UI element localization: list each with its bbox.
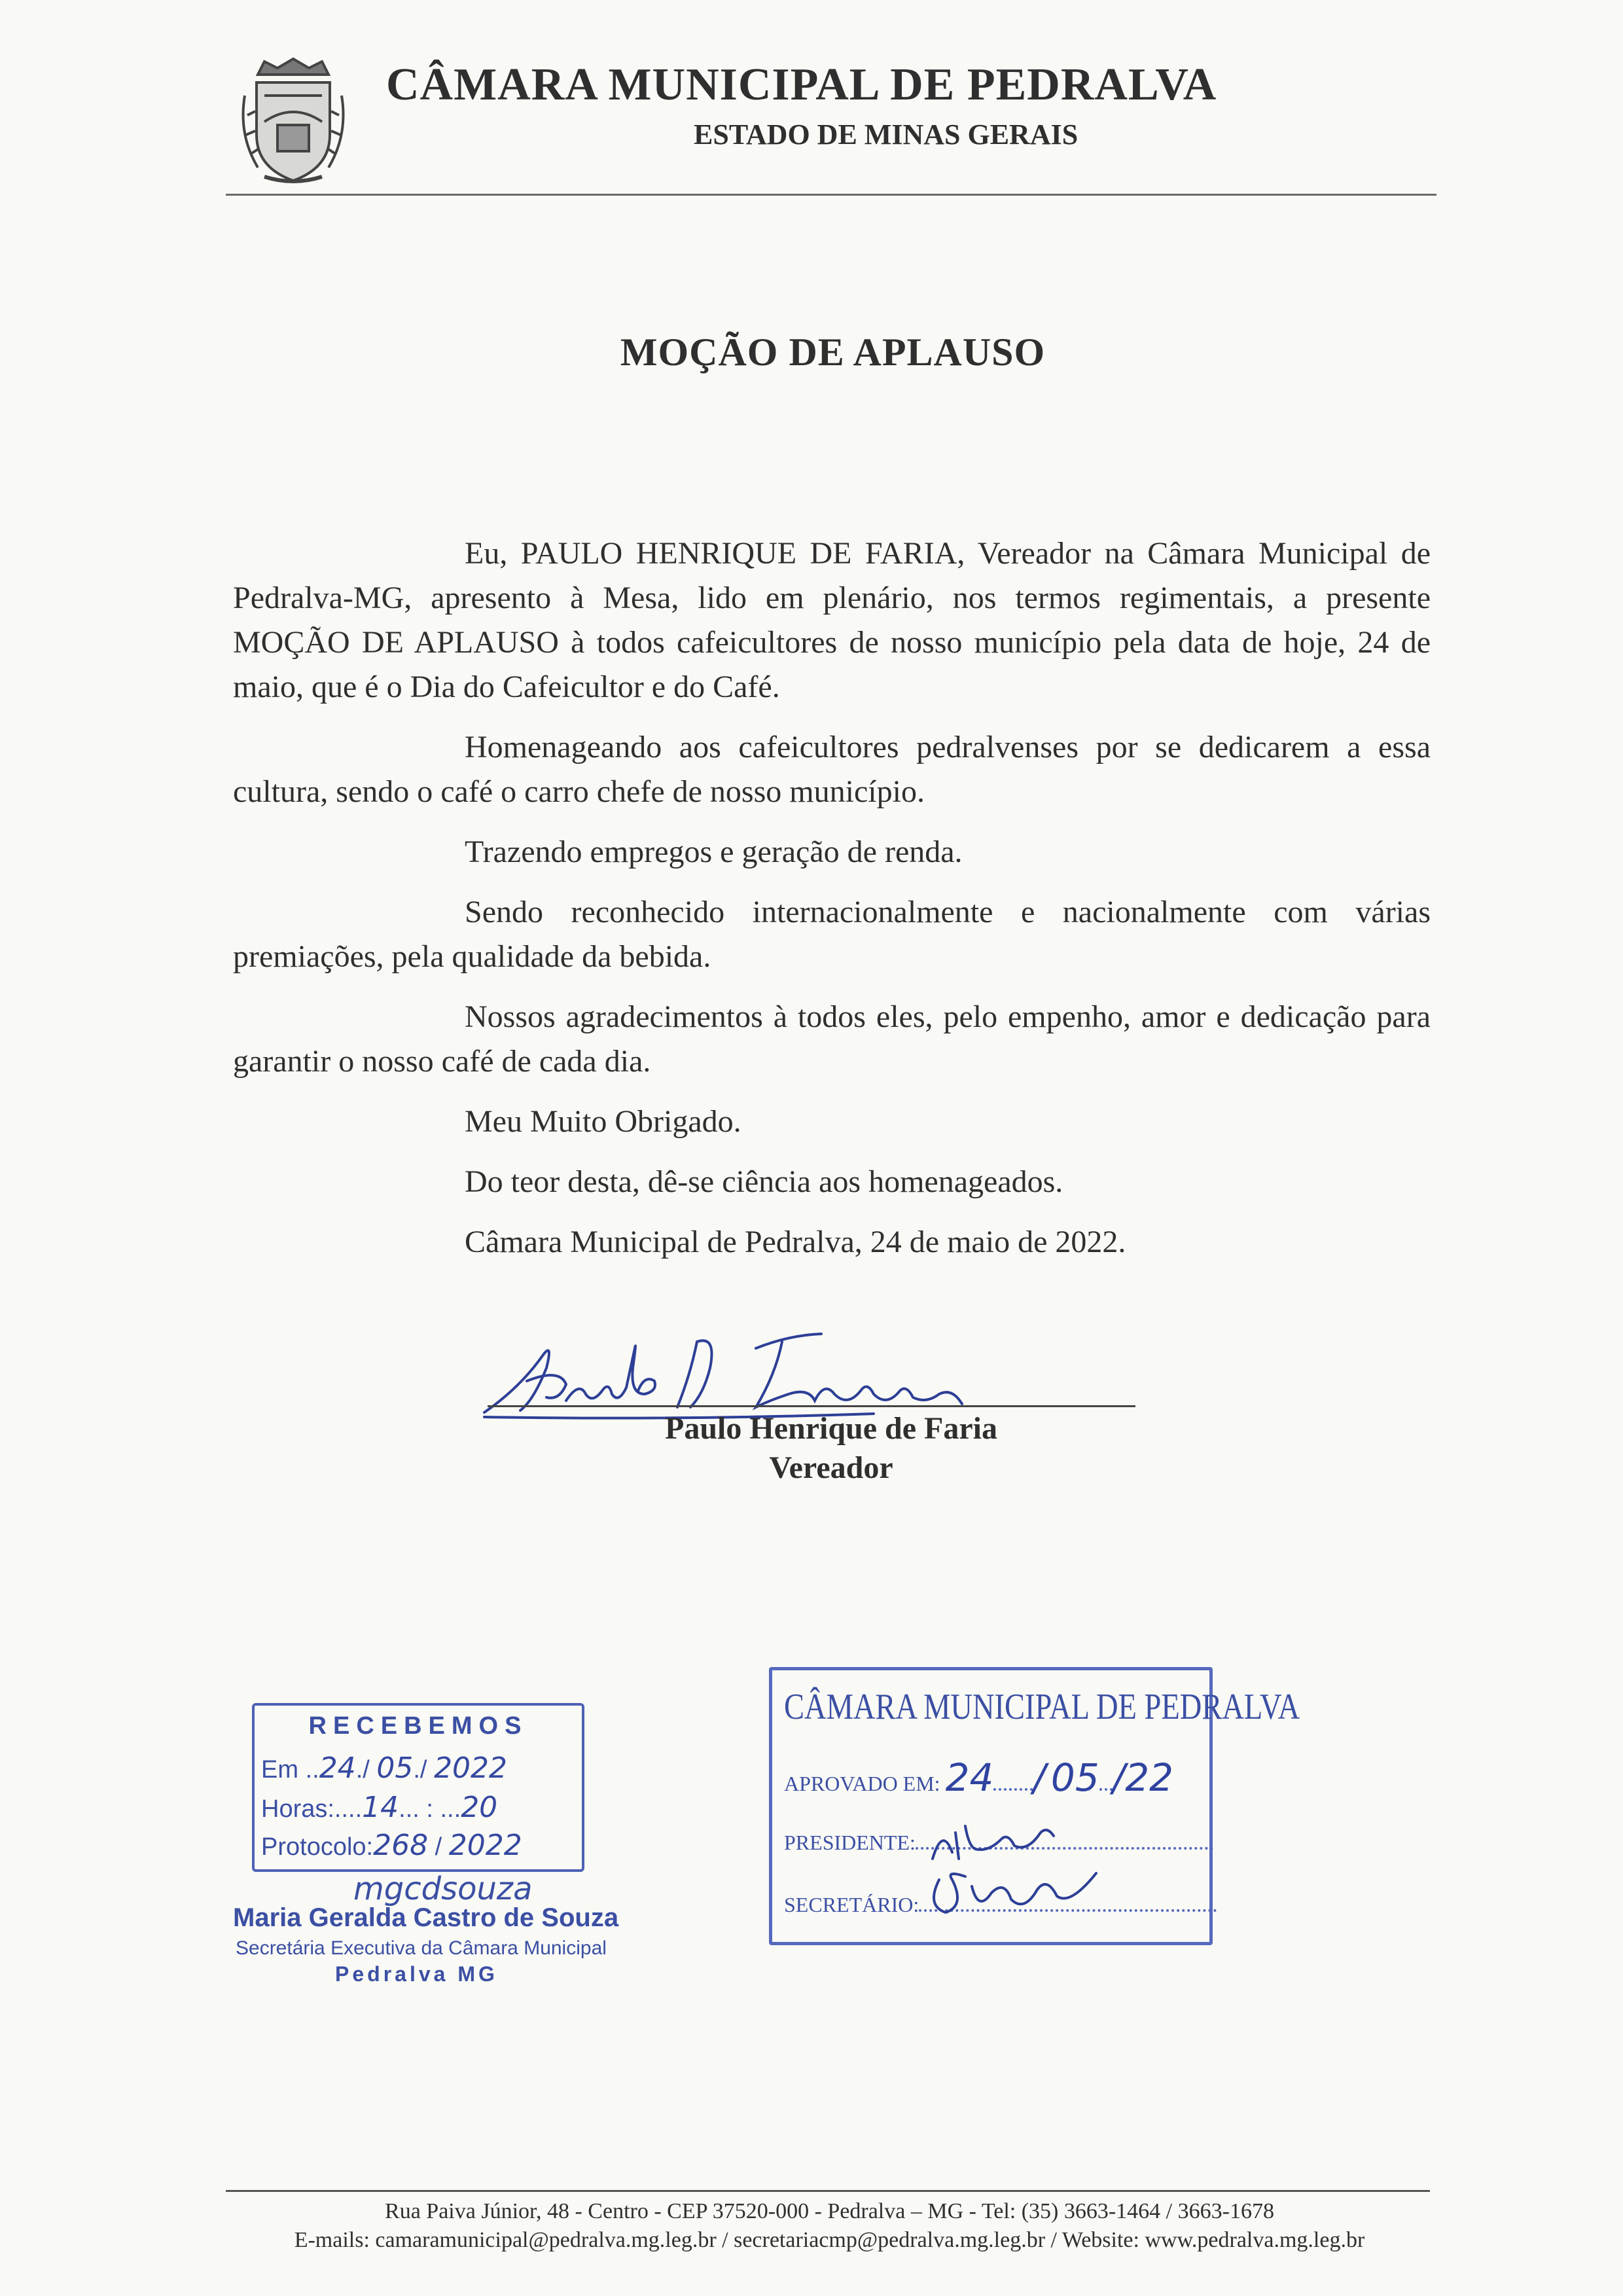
paragraph-thanks: Nossos agradecimentos à todos eles, pelo empenho, amor e dedicação para garantir o nosso café de cada dia. [233,999,1431,1079]
received-date-label: Em [261,1756,298,1784]
municipal-coat-of-arms-icon [238,56,348,186]
approved-stamp-title: CÂMARA MUNICIPAL DE PEDRALVA [784,1687,1300,1727]
signature-line [488,1405,1135,1407]
received-hour: 14 [362,1791,399,1824]
paragraph-intro: Eu, PAULO HENRIQUE DE FARIA, Vereador na Câmara Municipal de Pedralva-MG, apresento à Mesa, lido em plenário, nos termos regimentais, a presente MOÇÃO DE APLAUSO à todos cafeicultores de nosso município pela data de hoje, 24 de maio, que é o Dia do Cafeicultor e do Café. [233,536,1431,704]
approved-month: 05 [1050,1755,1099,1800]
footer-address: Rua Paiva Júnior, 48 - Centro - CEP 37520-000 - Pedralva – MG - Tel: (35) 3663-1464 / 3663-1678 [385,2199,1274,2223]
received-protocol-year: 2022 [448,1829,522,1862]
approved-year: 22 [1125,1755,1174,1800]
secretary-name: Maria Geralda Castro de Souza [233,1903,619,1932]
footer-contacts: E-mails: camaramunicipal@pedralva.mg.leg.br / secretariacmp@pedralva.mg.leg.br / Website: www.pedralva.mg.leg.br [294,2228,1365,2252]
signer-name: Paulo Henrique de Faria [665,1411,997,1446]
received-minute: 20 [461,1791,498,1824]
secretary-signature [926,1867,1103,1922]
approved-day: 24 [945,1755,994,1800]
received-month: 05 [376,1751,414,1785]
secretary-handwritten-initials: mgcdsouza [353,1871,533,1907]
signer-role: Vereador [769,1450,893,1485]
received-year: 2022 [434,1751,508,1785]
received-hours-label: Horas: [261,1795,334,1823]
paragraph-recognition: Sendo reconhecido internacionalmente e nacionalmente com várias premiações, pela qualidade da bebida. [233,895,1431,974]
president-label: PRESIDENTE: [784,1831,916,1854]
paragraph-place-date: Câmara Municipal de Pedralva, 24 de maio de 2022. [465,1225,1126,1259]
approved-date-row: APROVADO EM: 24 / 05 /22 [784,1755,1174,1800]
received-stamp-title: RECEBEMOS [308,1712,528,1740]
approved-stamp [769,1667,1300,1945]
received-date-row: Em ..24./ 05./ 2022 [261,1751,508,1785]
org-name: CÂMARA MUNICIPAL DE PEDRALVA [386,60,1217,110]
received-protocol-row: Protocolo:268 / 2022 [261,1829,522,1862]
paragraph-homage: Homenageando aos cafeicultores pedralvenses por se dedicarem a essa cultura, sendo o café o carro chefe de nosso município. [233,730,1431,809]
president-signature [929,1813,1060,1865]
received-stamp [252,1703,584,1872]
received-hours-row: Horas:....14... : ...20 [261,1791,498,1824]
paragraph-gratitude: Meu Muito Obrigado. [465,1104,741,1139]
state-name: ESTADO DE MINAS GERAIS [694,118,1079,151]
received-protocol-number: 268 [373,1829,429,1862]
footer-divider [226,2190,1430,2192]
secretary-label: SECRETÁRIO: [784,1893,919,1916]
secretary-city: Pedralva MG [335,1962,498,1986]
paragraph-employment: Trazendo empregos e geração de renda. [465,834,963,869]
secretary-role: Secretária Executiva da Câmara Municipal [236,1937,607,1959]
paragraph-notice: Do teor desta, dê-se ciência aos homenageados. [465,1164,1063,1199]
approved-label: APROVADO EM: [784,1772,940,1795]
received-protocol-label: Protocolo: [261,1833,374,1861]
document-body [233,531,1431,1280]
header-divider [226,194,1436,196]
document-title: MOÇÃO DE APLAUSO [620,331,1046,374]
received-day: 24 [319,1751,356,1785]
